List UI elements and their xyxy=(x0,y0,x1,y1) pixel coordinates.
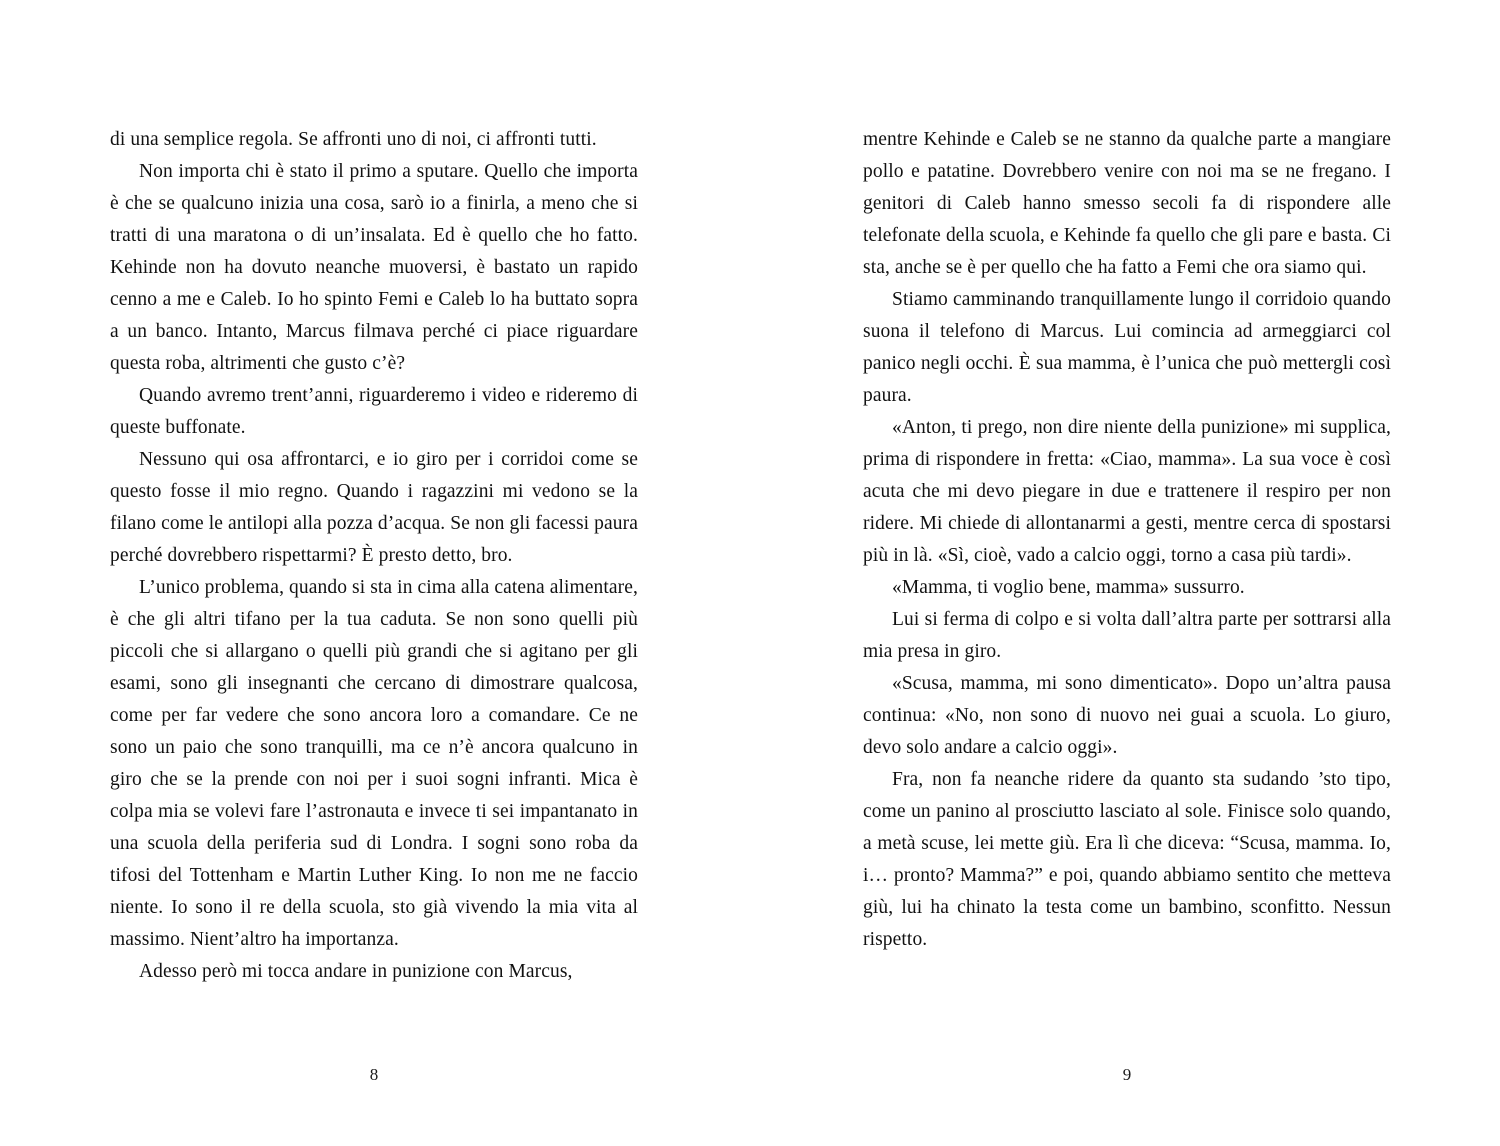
paragraph: Fra, non fa neanche ridere da quanto sta sudando ’sto tipo, come un panino al prosciutto lasciato al sole. Finisce solo quando, a metà scuse, lei mette giù. Era lì che diceva: “Scusa, mamma. Io, i… pronto? Mamma?” e poi, quando abbiamo sentito che metteva giù, lui ha chinato la testa come un bambino, sconfitto. Nessun rispetto. xyxy=(863,769,1391,950)
paragraph: Non importa chi è stato il primo a sputare. Quello che importa è che se qualcuno inizia una cosa, sarò io a finirla, a meno che si tratti di una maratona o di un’insalata. Ed è quello che ho fatto. Kehinde non ha dovuto neanche muoversi, è bastato un rapido cenno a me e Caleb. Io ho spinto Femi e Caleb lo ha buttato sopra a un banco. Intanto, Marcus filmava perché ci piace riguardare questa roba, altrimenti che gusto c’è? xyxy=(110,161,638,374)
paragraph: Quando avremo trent’anni, riguarderemo i video e rideremo di queste buffonate. xyxy=(110,385,638,438)
paragraph: «Scusa, mamma, mi sono dimenticato». Dopo un’altra pausa continua: «No, non sono di nuovo nei guai a scuola. Lo giuro, devo solo andare a calcio oggi». xyxy=(863,673,1391,758)
right-page-text xyxy=(863,124,1391,956)
left-page-number: 8 xyxy=(369,1065,379,1084)
paragraph: Adesso però mi tocca andare in punizione con Marcus, xyxy=(139,961,573,982)
left-page-text xyxy=(110,124,638,988)
paragraph: di una semplice regola. Se affronti uno di noi, ci affronti tutti. xyxy=(110,129,597,150)
paragraph: mentre Kehinde e Caleb se ne stanno da qualche parte a mangiare pollo e patatine. Dovrebbero venire con noi ma se ne fregano. I genitori di Caleb hanno smesso secoli fa di rispondere alle telefonate della scuola, e Kehinde fa quello che gli pare e basta. Ci sta, anche se è per quello che ha fatto a Femi che ora siamo qui. xyxy=(863,129,1391,278)
right-page-number: 9 xyxy=(1122,1065,1132,1084)
paragraph: L’unico problema, quando si sta in cima alla catena alimentare, è che gli altri tifano per la tua caduta. Se non sono quelli più piccoli che si allargano o quelli più grandi che si agitano per gli esami, sono gli insegnanti che cercano di dimostrare qualcosa, come per far vedere che sono ancora loro a comandare. Ce ne sono un paio che sono tranquilli, ma ce n’è ancora qualcuno in giro che se la prende con noi per i suoi sogni infranti. Mica è colpa mia se volevi fare l’astronauta e invece ti sei impantanato in una scuola della periferia sud di Londra. I sogni sono roba da tifosi del Tottenham e Martin Luther King. Io non me ne faccio niente. Io sono il re della scuola, sto già vivendo la mia vita al massimo. Nient’altro ha importanza. xyxy=(110,577,638,950)
paragraph: Lui si ferma di colpo e si volta dall’altra parte per sottrarsi alla mia presa in giro. xyxy=(863,609,1391,662)
paragraph: Nessuno qui osa affrontarci, e io giro per i corridoi come se questo fosse il mio regno. Quando i ragazzini mi vedono se la filano come le antilopi alla pozza d’acqua. Se non gli facessi paura perché dovrebbero rispettarmi? È presto detto, bro. xyxy=(110,449,638,566)
paragraph: «Mamma, ti voglio bene, mamma» sussurro. xyxy=(892,577,1245,598)
paragraph: «Anton, ti prego, non dire niente della punizione» mi supplica, prima di rispondere in fretta: «Ciao, mamma». La sua voce è così acuta che mi devo piegare in due e trattenere il respiro per non ridere. Mi chiede di allontanarmi a gesti, mentre cerca di spostarsi più in là. «Sì, cioè, vado a calcio oggi, torno a casa più tardi». xyxy=(863,417,1391,566)
paragraph: Stiamo camminando tranquillamente lungo il corridoio quando suona il telefono di Marcus. Lui comincia ad armeggiarci col panico negli occhi. È sua mamma, è l’unica che può mettergli così paura. xyxy=(863,289,1391,406)
right-page xyxy=(750,0,1500,1146)
